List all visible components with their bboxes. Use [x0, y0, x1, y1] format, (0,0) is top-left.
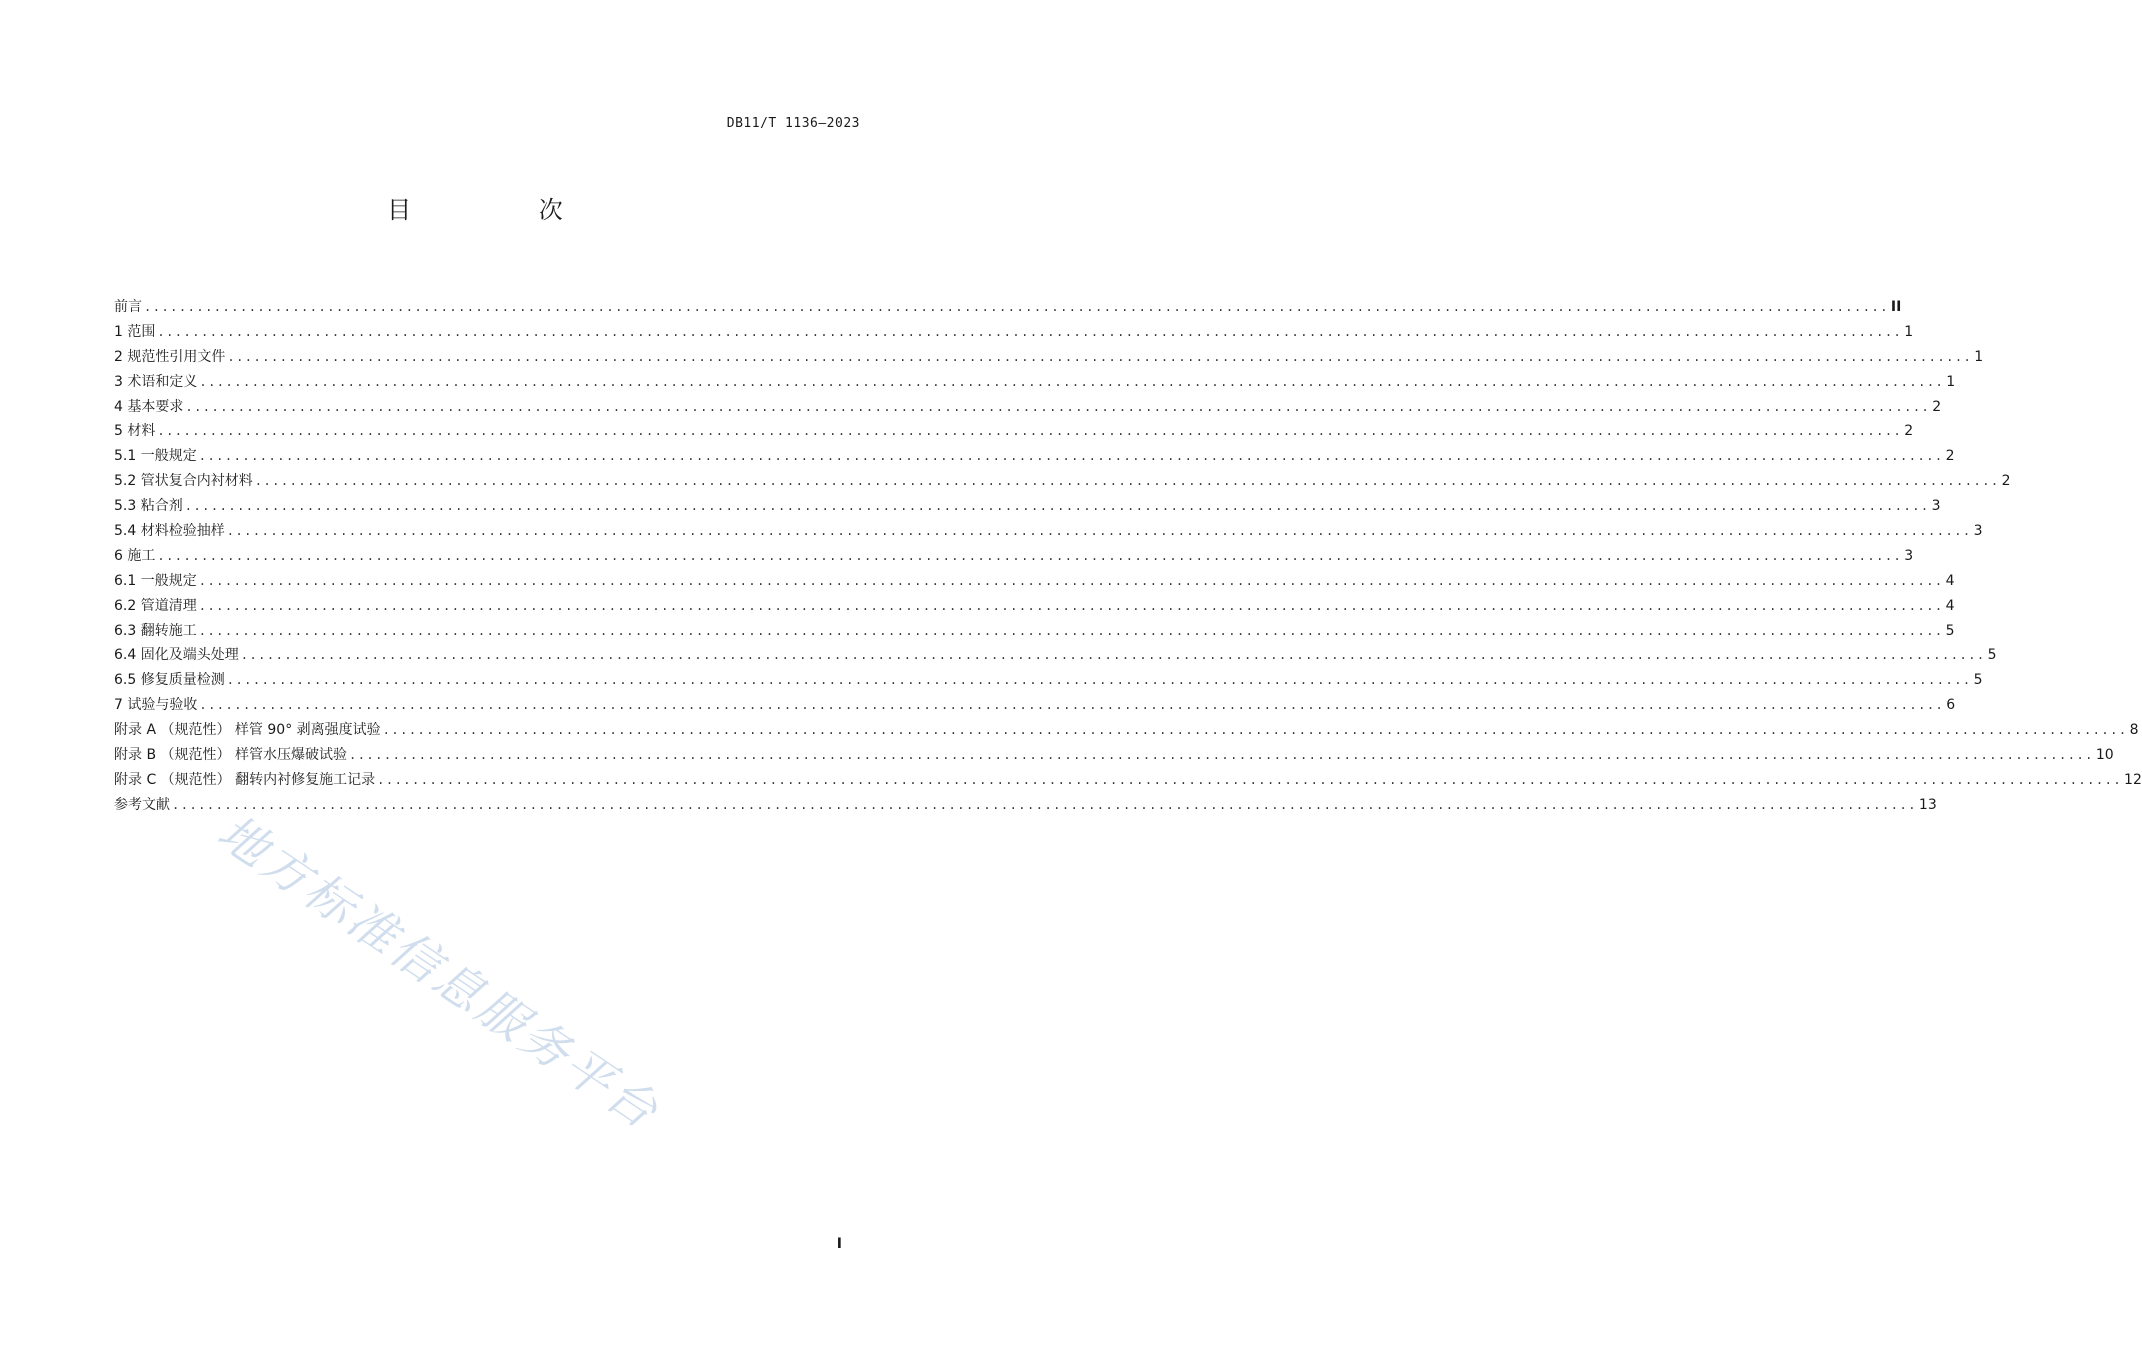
toc-entry-label: 3 术语和定义: [114, 373, 198, 390]
watermark: 地方标准信息服务平台: [207, 804, 670, 1142]
toc-entry-label: 5.2 管状复合内衬材料: [114, 473, 253, 490]
toc-entry-label: 5.1 一般规定: [114, 448, 197, 465]
toc-entry-label: 2 规范性引用文件: [114, 348, 226, 365]
toc-entry-label: 4 基本要求: [114, 398, 184, 415]
toc-dot-leader: ........................................................................................................................................................................................................: [198, 573, 1944, 588]
toc-entry-label: 附录 C （规范性） 翻转内衬修复施工记录: [114, 771, 376, 788]
toc-dot-leader: ........................................................................................................................................................................................................: [185, 399, 1931, 414]
toc-entry-page: 1: [1904, 323, 1914, 340]
toc-dot-leader: ........................................................................................................................................................................................................: [198, 623, 1944, 638]
toc-entry-page: 5: [1945, 622, 1955, 639]
toc-entry-page: 10: [2095, 747, 2114, 764]
toc-entry-page: 3: [1973, 523, 1983, 540]
toc-entry-label: 1 范围: [114, 323, 156, 340]
document-id: DB11/T 1136—2023: [726, 116, 860, 131]
toc-entry-label: 6 施工: [114, 547, 156, 564]
toc-entry[interactable]: [114, 395, 1942, 420]
toc-entry[interactable]: [114, 345, 1984, 370]
toc-dot-leader: ........................................................................................................................................................................................................: [198, 449, 1944, 464]
page-title: 目 次: [387, 196, 623, 224]
toc-entry-label: 5.3 粘合剂: [114, 498, 183, 515]
toc-dot-leader: ........................................................................................................................................................................................................: [184, 499, 1930, 514]
toc-dot-leader: ........................................................................................................................................................................................................: [254, 474, 2000, 489]
toc-dot-leader: ........................................................................................................................................................................................................: [382, 723, 2128, 738]
toc-entry-page: 8: [2129, 722, 2139, 739]
toc-entry-page: 13: [1918, 796, 1937, 813]
toc-entry[interactable]: [114, 444, 1955, 469]
toc-dot-leader: ........................................................................................................................................................................................................: [377, 772, 2123, 787]
toc-entry-page: 4: [1945, 597, 1955, 614]
toc-entry[interactable]: [114, 619, 1955, 644]
toc-entry-label: 6.4 固化及端头处理: [114, 647, 239, 664]
toc-entry[interactable]: [114, 718, 2139, 743]
toc-entry-page: 2: [1945, 448, 1955, 465]
toc-dot-leader: ........................................................................................................................................................................................................: [157, 424, 1903, 439]
toc-dot-leader: ........................................................................................................................................................................................................: [157, 324, 1903, 339]
toc-dot-leader: ........................................................................................................................................................................................................: [226, 524, 1972, 539]
toc-entry[interactable]: [114, 544, 1914, 569]
toc-dot-leader: ........................................................................................................................................................................................................: [199, 374, 1945, 389]
toc-entry-page: 5: [1987, 647, 1997, 664]
toc-entry-page: 2: [1932, 398, 1942, 415]
toc-entry[interactable]: [114, 793, 1937, 818]
toc-entry-page: 1: [1946, 373, 1956, 390]
toc-entry-label: 6.1 一般规定: [114, 572, 197, 589]
toc-entry[interactable]: [114, 494, 1941, 519]
toc-entry-label: 7 试验与验收: [114, 697, 198, 714]
toc-entry[interactable]: [114, 419, 1914, 444]
toc-entry-label: 前言: [114, 299, 142, 315]
toc-entry-page: II: [1890, 299, 1902, 315]
toc-dot-leader: ........................................................................................................................................................................................................: [172, 797, 1917, 812]
toc-entry-label: 6.2 管道清理: [114, 597, 197, 614]
toc-entry[interactable]: [114, 668, 1983, 693]
toc-entry[interactable]: [114, 768, 2142, 793]
toc-entry-page: 6: [1946, 697, 1956, 714]
toc-entry[interactable]: [114, 320, 1914, 345]
toc-dot-leader: ........................................................................................................................................................................................................: [198, 598, 1944, 613]
toc-entry[interactable]: [114, 469, 2011, 494]
table-of-contents: [114, 295, 2142, 818]
toc-entry-page: 3: [1931, 498, 1941, 515]
toc-entry-label: 附录 B （规范性） 样管水压爆破试验: [114, 747, 347, 764]
toc-entry[interactable]: [114, 370, 1956, 395]
toc-entry-label: 6.5 修复质量检测: [114, 672, 225, 689]
toc-entry-page: 5: [1973, 672, 1983, 689]
toc-entry[interactable]: [114, 295, 1902, 320]
toc-entry-page: 4: [1945, 572, 1955, 589]
toc-entry[interactable]: [114, 519, 1983, 544]
toc-dot-leader: ........................................................................................................................................................................................................: [348, 748, 2094, 763]
toc-dot-leader: ........................................................................................................................................................................................................: [226, 673, 1972, 688]
toc-entry-label: 5.4 材料检验抽样: [114, 523, 225, 540]
toc-entry-label: 5 材料: [114, 423, 156, 440]
toc-entry-label: 6.3 翻转施工: [114, 622, 197, 639]
toc-dot-leader: ........................................................................................................................................................................................................: [227, 349, 1973, 364]
toc-entry-label: 附录 A （规范性） 样管 90° 剥离强度试验: [114, 722, 381, 739]
toc-entry[interactable]: [114, 643, 1997, 668]
toc-entry[interactable]: [114, 743, 2114, 768]
toc-entry-page: 2: [1904, 423, 1914, 440]
toc-dot-leader: ........................................................................................................................................................................................................: [199, 698, 1945, 713]
toc-entry-label: 参考文献: [114, 796, 170, 813]
toc-entry[interactable]: [114, 569, 1955, 594]
toc-entry-page: 1: [1974, 348, 1984, 365]
toc-dot-leader: ........................................................................................................................................................................................................: [144, 300, 1889, 314]
page-number: I: [836, 1236, 842, 1252]
toc-entry-page: 2: [2001, 473, 2011, 490]
toc-entry-page: 12: [2124, 771, 2142, 788]
toc-dot-leader: ........................................................................................................................................................................................................: [240, 648, 1986, 663]
toc-entry[interactable]: [114, 693, 1956, 718]
toc-entry-page: 3: [1904, 547, 1914, 564]
toc-entry[interactable]: [114, 594, 1955, 619]
toc-dot-leader: ........................................................................................................................................................................................................: [157, 548, 1903, 563]
